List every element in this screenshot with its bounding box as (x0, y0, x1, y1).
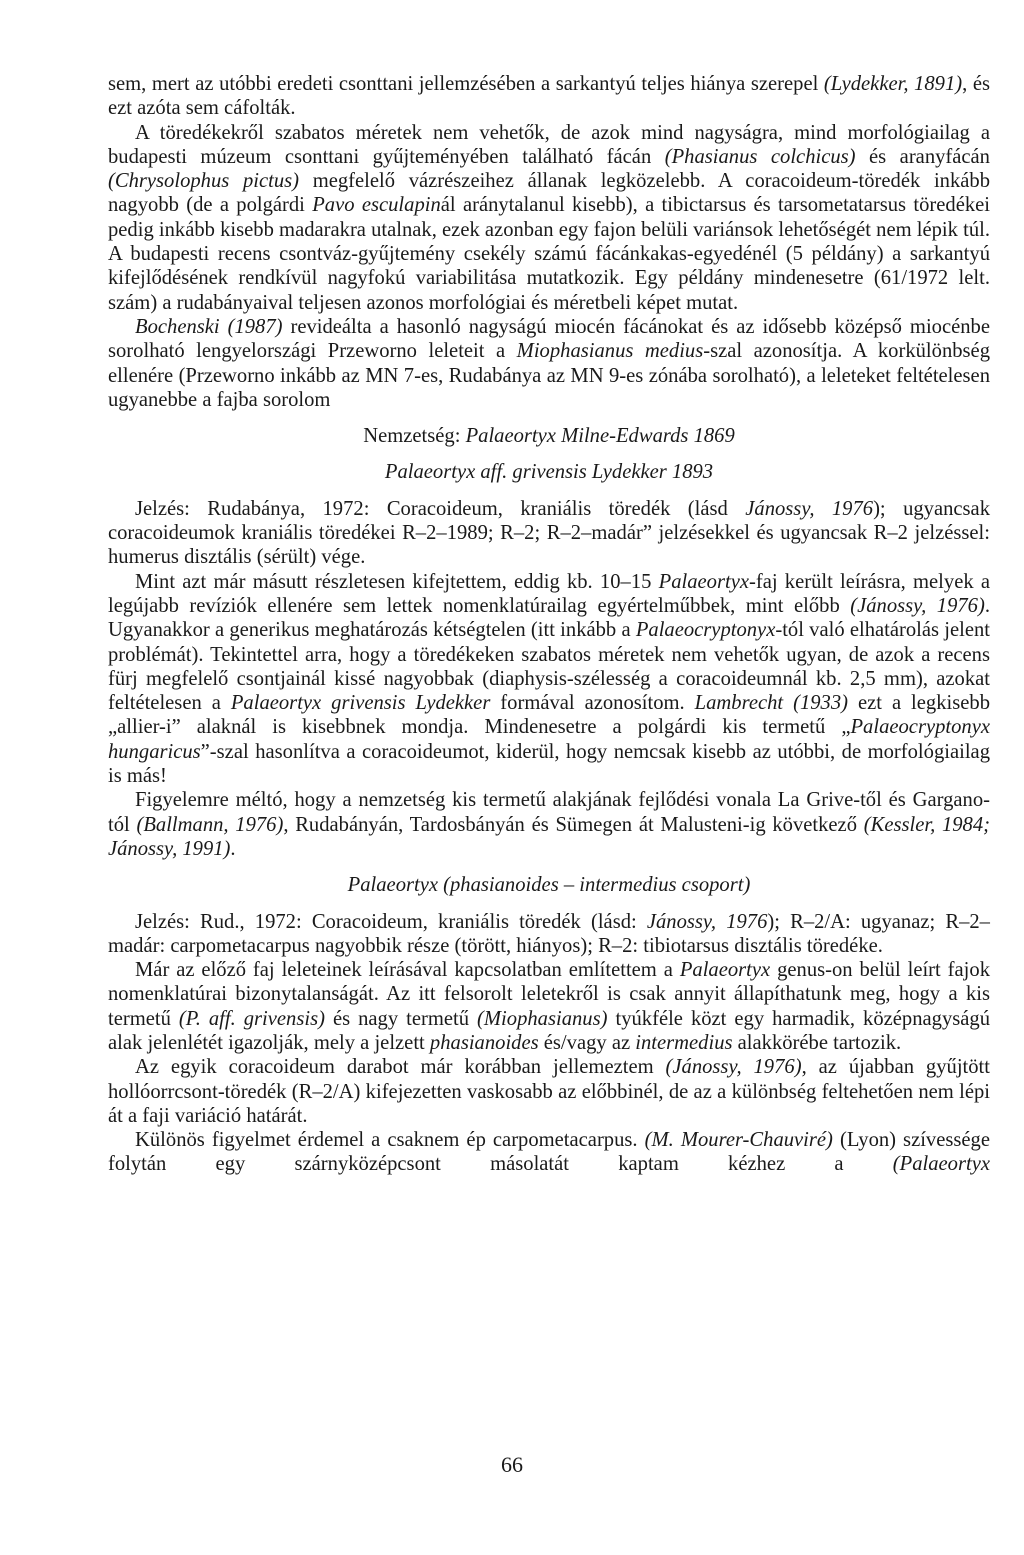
italic-text: Palaeocryptonyx hungaricus (108, 716, 990, 763)
italic-text: (Ballmann, 1976) (136, 813, 284, 836)
paragraph-fragment-sizes (108, 121, 990, 315)
italic-text: (Lydekker, 1891) (823, 73, 963, 95)
text-run: . Ugyanakkor a generikus meghatározás kétségtelen (itt inkább a (108, 594, 990, 642)
text-run: -faj került leírásra, melyek a legújabb revíziók ellenére sem lettek nomenklatúrailag egyértelműbbek, mint előbb (108, 570, 990, 617)
text-run: Az egyik coracoideum darabot már korábban jellemeztem (135, 1056, 666, 1079)
italic-text: (Jánossy, 1976) (665, 1056, 802, 1079)
italic-text: Jánossy, 1976 (646, 910, 768, 933)
text-run: Már az előző faj leleteinek leírásával kapcsolatban említettem a (135, 959, 680, 982)
italic-text: Palaeortyx (phasianoides – intermedius csoport) (347, 874, 751, 897)
italic-text: phasianoides (429, 1031, 539, 1054)
text-run: és/vagy az (538, 1031, 636, 1054)
text-run: tyúkféle közt egy harmadik, középnagyságú alak jelenlétét igazolják, mely a jelzett (108, 1007, 991, 1054)
text-run: Nemzetség: (363, 425, 466, 448)
species-heading-phasianoides (108, 873, 990, 897)
text-run: ezt a legkisebb „allier-i” alaknál is kisebbnek mondja. Mindenesetre a polgárdi kis termetű „ (108, 692, 990, 739)
italic-text: Pavo esculapin (312, 194, 441, 217)
text-run: Figyelemre méltó, hogy a nemzetség kis termetű alakjának fejlődési vonala La Grive-től és Gargano-tól (108, 789, 990, 836)
text-run: Különös figyelmet érdemel a csaknem ép carpometacarpus. (135, 1129, 645, 1152)
italic-text: (P. aff. grivensis) (178, 1007, 325, 1030)
italic-text: (M. Mourer-Chauviré) (644, 1129, 833, 1152)
text-run: Jelzés: Rud., 1972: Coracoideum, kraniális töredék (lásd: (135, 910, 647, 933)
genus-heading (108, 424, 990, 448)
paragraph-jelzes-2 (108, 910, 990, 959)
italic-text: Miophasianus medius (516, 340, 704, 363)
text-run: megfelelő vázrészeihez állanak legközelebb. A coracoideum-töredék inkább nagyobb (de a polgárdi (108, 170, 990, 217)
text-run: és nagy termetű (324, 1007, 478, 1030)
paragraph-coracoideum (108, 1055, 990, 1128)
text-run: , és ezt azóta sem cáfolták. (108, 73, 990, 120)
text-run: Jelzés: Rudabánya, 1972: Coracoideum, kraniális töredék (lásd (135, 497, 746, 520)
page-number: 66 (501, 1452, 523, 1477)
italic-text: (Kessler, 1984; Jánossy, 1991) (108, 813, 990, 860)
paragraph-kulonos (108, 1128, 990, 1177)
paragraph-figyelemre (108, 788, 990, 861)
italic-text: (Miophasianus) (477, 1007, 608, 1030)
italic-text: (Phasianus colchicus) (664, 145, 856, 168)
paragraph-jelzes-1 (108, 497, 990, 570)
italic-text: Lambrecht (1933) (694, 692, 849, 715)
italic-text: Palaeortyx aff. grivensis Lydekker 1893 (384, 461, 714, 484)
italic-text: Jánossy, 1976 (745, 497, 874, 520)
text-run: sem, mert az utóbbi eredeti csonttani jellemzésében a sarkantyú teljes hiánya szerepel (108, 73, 824, 95)
italic-text: intermedius (635, 1031, 733, 1054)
text-run: ”-szal hasonlítva a coracoideumot, kiderül, hogy nemcsak kisebb az utóbbi, de morfológiailag is más! (108, 740, 990, 788)
italic-text: Palaeocryptonyx (635, 619, 776, 642)
italic-text: (Palaeortyx (892, 1153, 990, 1176)
text-run: ); ugyancsak coracoideumok kraniális töredékei R–2–1989; R–2; R–2–madár” jelzésekkel és ugyancsak R–2 jelzéssel: humerus disztális (sérült) vége. (108, 497, 990, 569)
text-run: -szal azonosítja. A korkülönbség ellenére (Przeworno inkább az MN 7-es, Rudabánya az MN 9-es zónába sorolható), a leleteket feltételesen ugyanebbe a fajba sorolom (108, 340, 990, 411)
italic-text: Palaeortyx grivensis Lydekker (230, 692, 491, 715)
italic-text: (Chrysolophus pictus) (108, 170, 300, 193)
text-run: alakkörébe tartozik. (732, 1031, 902, 1054)
paragraph-bochenski (108, 315, 990, 412)
text-run: formával azonosítom. (490, 692, 695, 715)
body-text (108, 72, 990, 1177)
italic-text: Palaeortyx Milne-Edwards 1869 (465, 425, 735, 448)
italic-text: Bochenski (1987) (135, 315, 283, 338)
text-run: . (230, 837, 236, 860)
text-run: és aranyfácán (855, 145, 990, 168)
text-run: , Rudabányán, Tardosbányán és Sümegen át Malusteni-ig következő (283, 813, 864, 836)
text-run: ál aránytalanul kisebb), a tibictarsus és tarsometatarsus töredékei pedig inkább kisebb madarakra utalnak, ezek azonban egy fajon belüli variánsok lehetőségét nem lépik túl. A budapesti recens csontváz-gyűjtemény csekély számú fácánkakas-egyedénél (5 példány) a sarkantyú kifejlődésének rendkívül nagyfokú variabilitása mutatkozik. Egy példány mindenesetre (61/1972 lelt. szám) a rudabányaival teljesen azonos morfológiai és méretbeli képet mutat. (108, 194, 990, 314)
text-run: ); R–2/A: ugyanaz; R–2–madár: carpometacarpus nagyobbik része (törött, hiányos); R–2: tibiotarsus disztális töredéke. (108, 910, 990, 957)
text-run: genus-on belül leírt fajok nomenklatúrai bizonytalanságát. Az itt felsorolt leletekről is csak annyit állapíthatunk meg, hogy a kis termetű (108, 959, 990, 1030)
text-run: Mint azt már másutt részletesen kifejtettem, eddig kb. 10–15 (135, 570, 659, 593)
text-run: , az újabban gyűjtött hollóorrcsont-töredék (R–2/A) kifejezetten vaskosabb az előbbinél, de az a különbség feltehetően nem lépi át a faji variáció határát. (108, 1056, 990, 1127)
paragraph-palaeortyx-discussion (108, 570, 990, 789)
text-run: -tól való elhatárolás jelent problémát). Tekintettel arra, hogy a töredékeken szabatos méretek nem vehetők ugyan, de azok a recens fürj megfelelő csontjainál kissé nagyobbak (diaphysis-szélesség a coracoideumnál kb. 2,5 mm), azokat feltételesen a (108, 619, 990, 715)
text-run: revideálta a hasonló nagyságú miocén fácánokat és az idősebb középső miocénbe sorolható lengyelországi Przeworno leleteit a (108, 315, 990, 363)
italic-text: Palaeortyx (658, 570, 749, 593)
paragraph-continuation (108, 72, 990, 121)
text-run: (Lyon) szívessége folytán egy szárnyközépcsont másolatát kaptam kézhez a (108, 1129, 990, 1176)
italic-text: Palaeortyx (679, 959, 771, 982)
text-run: A töredékekről szabatos méretek nem vehetők, de azok mind nagyságra, mind morfológiailag a budapesti múzeum csonttani gyűjteményében található fácán (108, 121, 990, 168)
italic-text: (Jánossy, 1976) (850, 594, 985, 617)
species-heading-grivensis (108, 460, 990, 484)
paragraph-mar-az-elozo (108, 958, 990, 1055)
